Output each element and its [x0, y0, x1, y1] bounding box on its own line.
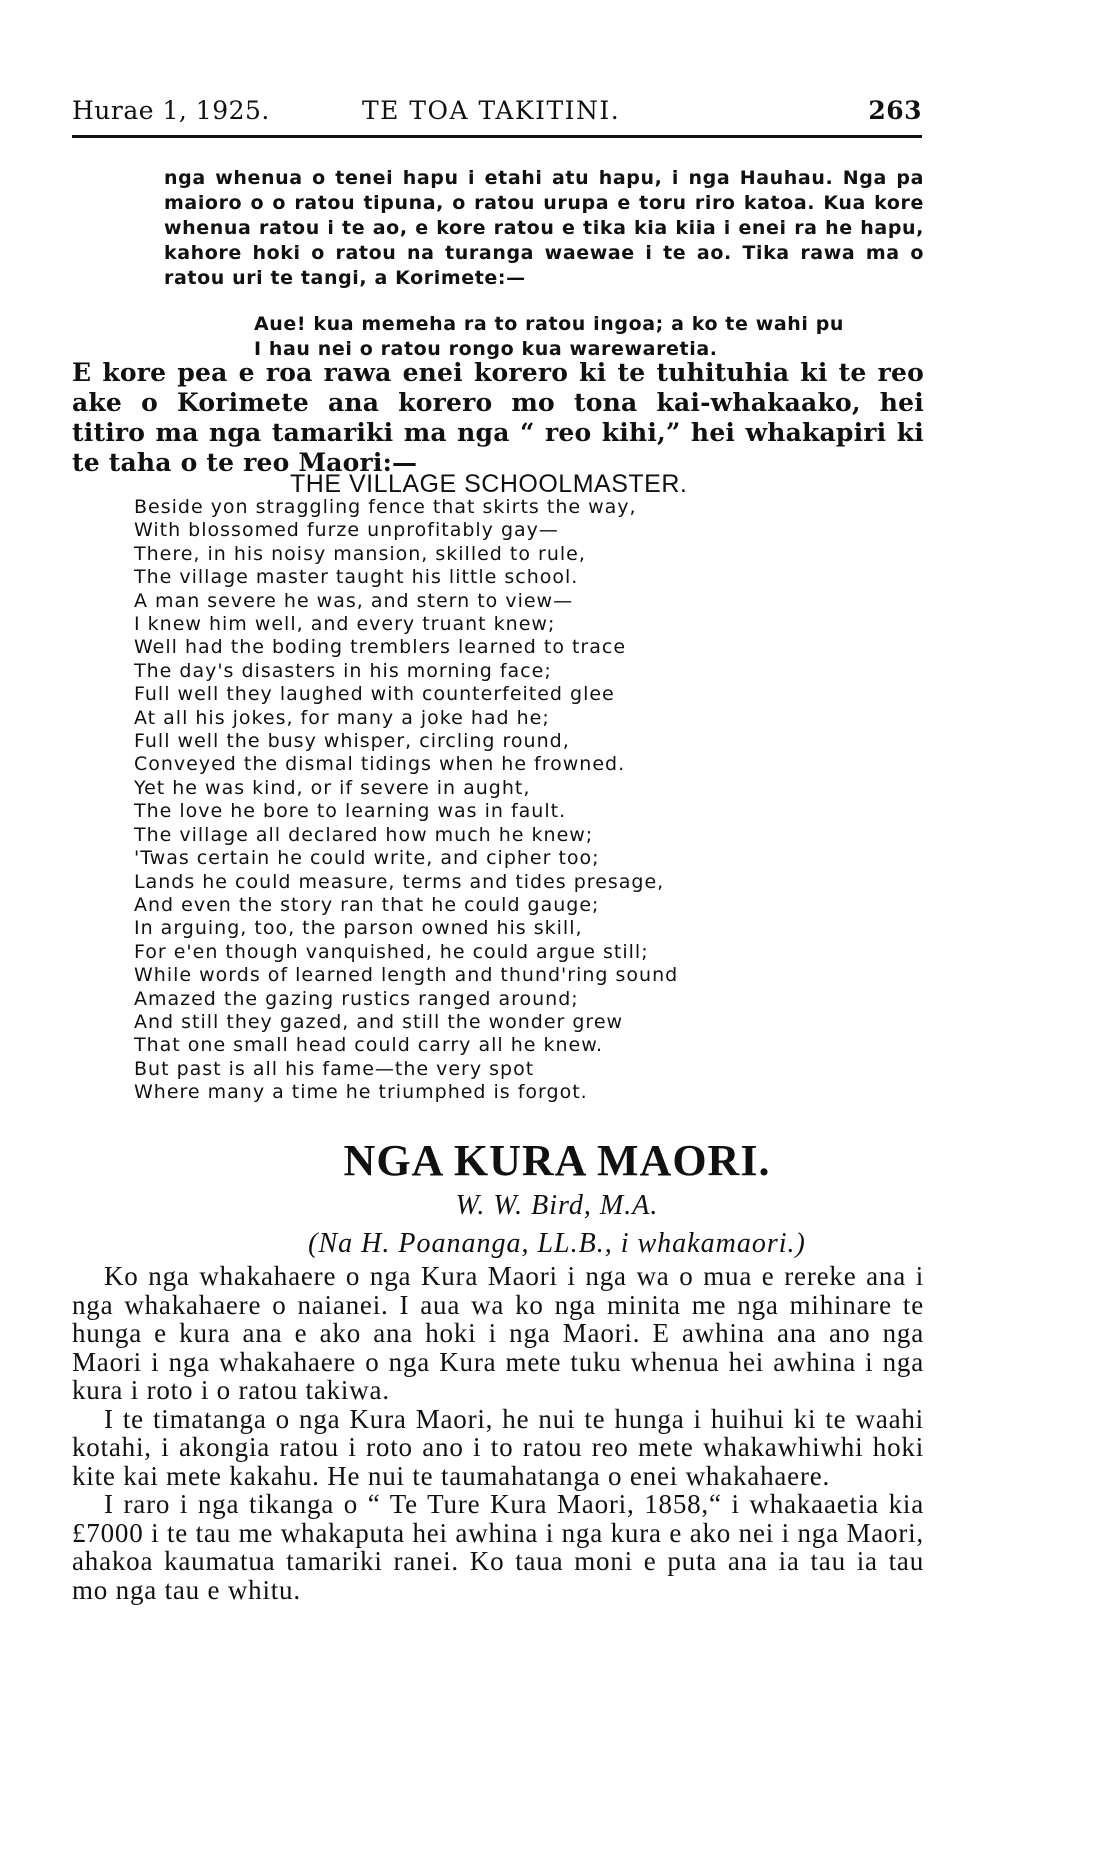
- poem-line: For e'en though vanquished, he could argue still;: [134, 940, 649, 963]
- poem-line: Amazed the gazing rustics ranged around;: [134, 987, 579, 1010]
- article-translator: (Na H. Poananga, LL.B., i whakamaori.): [308, 1228, 806, 1259]
- lead-paragraph: [164, 166, 924, 291]
- poem-line: There, in his noisy mansion, skilled to rule,: [134, 542, 586, 565]
- article-paragraph: I raro i nga tikanga o “ Te Ture Kura Maori, 1858,“ i whakaaetia kia £7000 i te tau me whakaputa hei awhina i nga kura e ako nei i nga Maori, ahakoa kaumatua tamariki ranei. Ko taua moni e puta ana ia tau ia tau mo nga tau e whitu.: [72, 1489, 924, 1605]
- poem-line: Conveyed the dismal tidings when he frowned.: [134, 753, 626, 776]
- poem-line: And still they gazed, and still the wonder grew: [134, 1010, 624, 1033]
- lead-quote: [254, 312, 934, 362]
- running-header: [72, 96, 922, 136]
- poem: [134, 496, 934, 1105]
- poem-line: Lands he could measure, terms and tides presage,: [134, 870, 665, 893]
- publication-title: TE TOA TAKITINI.: [362, 96, 621, 125]
- poem-line: At all his jokes, for many a joke had he;: [134, 706, 550, 729]
- poem-line: A man severe he was, and stern to view—: [134, 589, 574, 612]
- poem-line: The village master taught his little school.: [134, 566, 579, 589]
- poem-line: 'Twas certain he could write, and cipher too;: [134, 847, 600, 870]
- header-rule: [72, 135, 922, 138]
- poem-line: Where many a time he triumphed is forgot.: [134, 1081, 588, 1104]
- poem-line: Full well the busy whisper, circling round,: [134, 730, 570, 753]
- poem-line: I knew him well, and every truant knew;: [134, 613, 556, 636]
- poem-line: With blossomed furze unprofitably gay—: [134, 519, 559, 542]
- poem-line: In arguing, too, the parson owned his skill,: [134, 917, 583, 940]
- article-paragraph: I te timatanga o nga Kura Maori, he nui te hunga i huihui ki te waahi kotahi, i akongia ratou i roto ano i to ratou reo mete whakawhiwhi hoki kite kai mete kakahu. He nui te taumahatanga o enei whakahaere.: [72, 1403, 924, 1491]
- article-author: W. W. Bird, M.A.: [455, 1190, 659, 1221]
- intro-paragraph: [72, 358, 924, 478]
- lead-paragraph-text: nga whenua o tenei hapu i etahi atu hapu, i nga Hauhau. Nga pa maioro o o ratou tipuna, o ratou urupa e toru riro katoa. Kua kore whenua ratou i te ao, e kore ratou e tika kia kiia i enei ra he hapu, kahore hoki o ratou na turanga waewae i te ao. Tika rawa ma o ratou uri te tangi, a Korimete:—: [164, 167, 924, 289]
- poem-line: But past is all his fame—the very spot: [134, 1057, 535, 1080]
- poem-line: That one small head could carry all he knew.: [134, 1034, 604, 1057]
- poem-line: And even the story ran that he could gauge;: [134, 893, 600, 916]
- lead-quote-line: I hau nei o ratou rongo kua warewaretia.: [254, 338, 718, 360]
- lead-quote-line: Aue! kua memeha ra to ratou ingoa; a ko te wahi pu: [254, 313, 845, 335]
- poem-title: THE VILLAGE SCHOOLMASTER.: [290, 470, 688, 498]
- poem-line: The village all declared how much he knew;: [134, 823, 594, 846]
- poem-line: Well had the boding tremblers learned to trace: [134, 636, 627, 659]
- article-title: NGA KURA MAORI.: [343, 1136, 771, 1185]
- poem-line: While words of learned length and thund'ring sound: [134, 964, 679, 987]
- page-number: 263: [868, 96, 922, 125]
- poem-line: Beside yon straggling fence that skirts the way,: [134, 496, 637, 518]
- intro-paragraph-text: E kore pea e roa rawa enei korero ki te tuhituhia ki te reo ake o Korimete ana korero mo tona kai-whakaako, hei titiro ma nga tamariki ma nga “ reo kihi,” hei whakapiri ki te taha o te reo Maori:—: [72, 358, 924, 477]
- poem-line: The love he bore to learning was in fault.: [134, 800, 567, 823]
- article-paragraph: Ko nga whakahaere o nga Kura Maori i nga wa o mua e rereke ana i nga whakahaere o naianei. I aua wa ko nga minita me nga mihinare te hunga e kura ana e ako ana hoki i nga Maori. E awhina ana ano nga Maori i nga whakahaere o nga Kura mete tuku whenua hei awhina i nga kura i roto i o ratou takiwa.: [72, 1261, 924, 1405]
- poem-line: Yet he was kind, or if severe in aught,: [134, 776, 531, 799]
- poem-line: The day's disasters in his morning face;: [134, 659, 552, 682]
- poem-line: Full well they laughed with counterfeited glee: [134, 683, 615, 706]
- article-body: [72, 1262, 924, 1604]
- issue-date: Hurae 1, 1925.: [72, 96, 270, 125]
